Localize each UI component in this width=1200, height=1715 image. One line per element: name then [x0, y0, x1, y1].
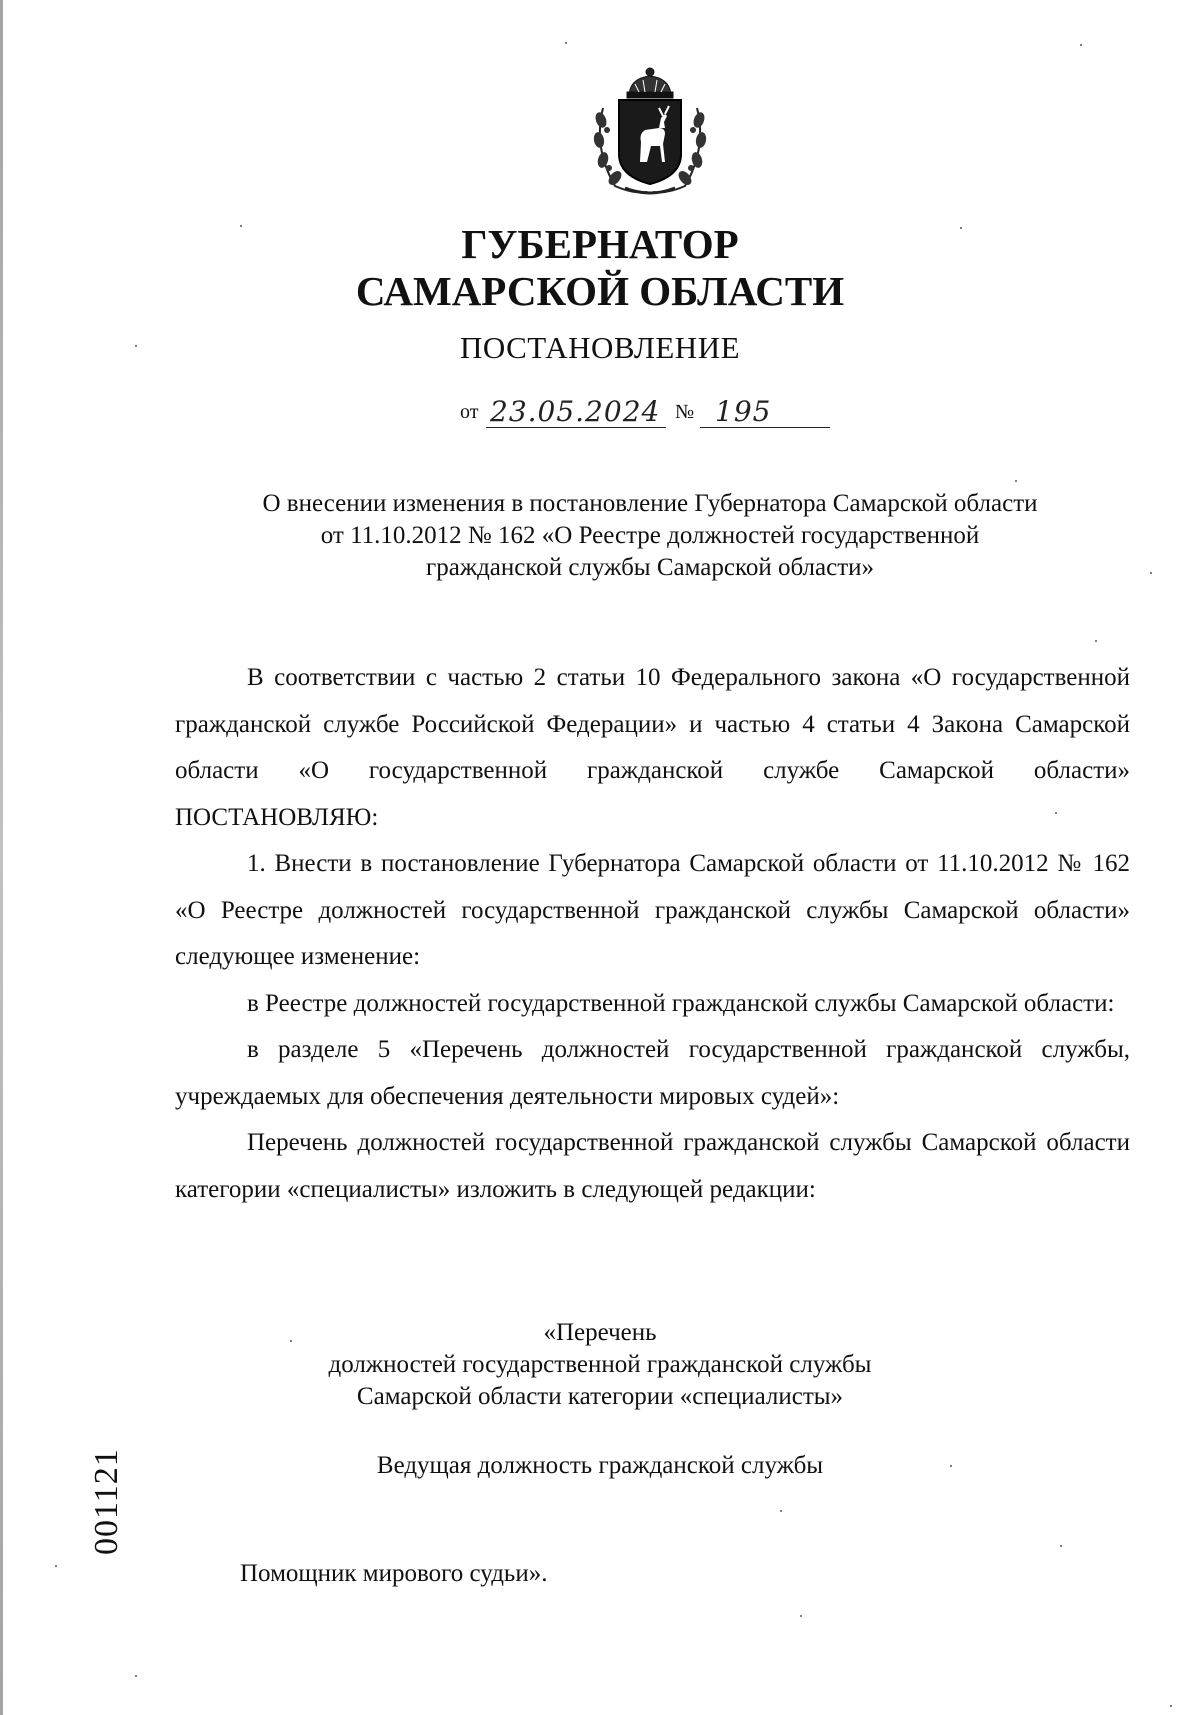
subject-block: [150, 488, 1150, 584]
authority-title-line2: САМАРСКОЙ ОБЛАСТИ: [355, 268, 845, 314]
list-title-line: должностей государственной гражданской службы: [328, 1351, 872, 1378]
samara-coat-of-arms-icon: [585, 58, 715, 198]
date-from-label: от: [460, 401, 479, 423]
scan-speck: [1015, 480, 1017, 482]
number-value: 195: [715, 395, 772, 428]
date-value: 23.05.2024: [490, 395, 661, 428]
scan-speck: [135, 345, 137, 347]
scan-speck: [960, 227, 962, 229]
subject-line: от 11.10.2012 № 162 «О Реестре должностей государственной: [320, 522, 980, 549]
scan-speck: [1055, 812, 1057, 814]
scan-speck: [1080, 44, 1082, 46]
scan-speck: [950, 1465, 952, 1467]
position-item: Помощник мирового судьи».: [240, 1560, 548, 1587]
body-text: [175, 655, 1130, 1213]
scan-speck: [135, 1675, 137, 1677]
scan-speck: [1150, 572, 1152, 574]
body-paragraph: В соответствии с частью 2 статьи 10 Федерального закона «О государственной гражданской службе Российской Федерации» и частью 4 статьи 4 Закона Самарской области «О государственной гражданской службе Самарской области» ПОСТАНОВЛЯЮ:: [175, 664, 1130, 831]
scan-speck: [290, 1340, 292, 1342]
scan-speck: [1170, 1705, 1172, 1707]
number-label: №: [675, 401, 695, 423]
scan-speck: [55, 1565, 57, 1567]
body-paragraph: 1. Внести в постановление Губернатора Самарской области от 11.10.2012 № 162 «О Реестре должностей государственной гражданской службы Самарской области» следующее изменение:: [175, 850, 1130, 970]
scan-speck: [565, 42, 567, 44]
date-number-line: [460, 390, 860, 430]
scan-speck: [240, 225, 242, 227]
scan-speck: [1060, 1545, 1062, 1547]
number-underline: [700, 427, 830, 428]
list-title-line: Самарской области категории «специалисты»: [356, 1383, 844, 1410]
scan-speck: [800, 1615, 802, 1617]
list-title-line: «Перечень: [543, 1319, 657, 1346]
subject-line: О внесении изменения в постановление Губернатора Самарской области: [262, 490, 1038, 517]
body-paragraph: Перечень должностей государственной гражданской службы Самарской области категории «специалисты» изложить в следующей редакции:: [175, 1129, 1130, 1203]
date-underline: [486, 427, 666, 428]
authority-title-line1: ГУБЕРНАТОР: [461, 221, 739, 267]
scan-speck: [1095, 640, 1097, 642]
position-category: Ведущая должность гражданской службы: [376, 1452, 824, 1479]
scan-speck: [780, 1510, 782, 1512]
body-paragraph: в Реестре должностей государственной гражданской службы Самарской области:: [247, 989, 1115, 1017]
list-title: [0, 1317, 1200, 1413]
body-paragraph: в разделе 5 «Перечень должностей государственной гражданской службы, учреждаемых для обеспечения деятельности мировых судей»:: [175, 1036, 1130, 1110]
sheet-serial-number: 001121: [88, 1448, 125, 1555]
document-type: ПОСТАНОВЛЕНИЕ: [459, 330, 741, 365]
subject-line: гражданской службы Самарской области»: [425, 554, 875, 581]
